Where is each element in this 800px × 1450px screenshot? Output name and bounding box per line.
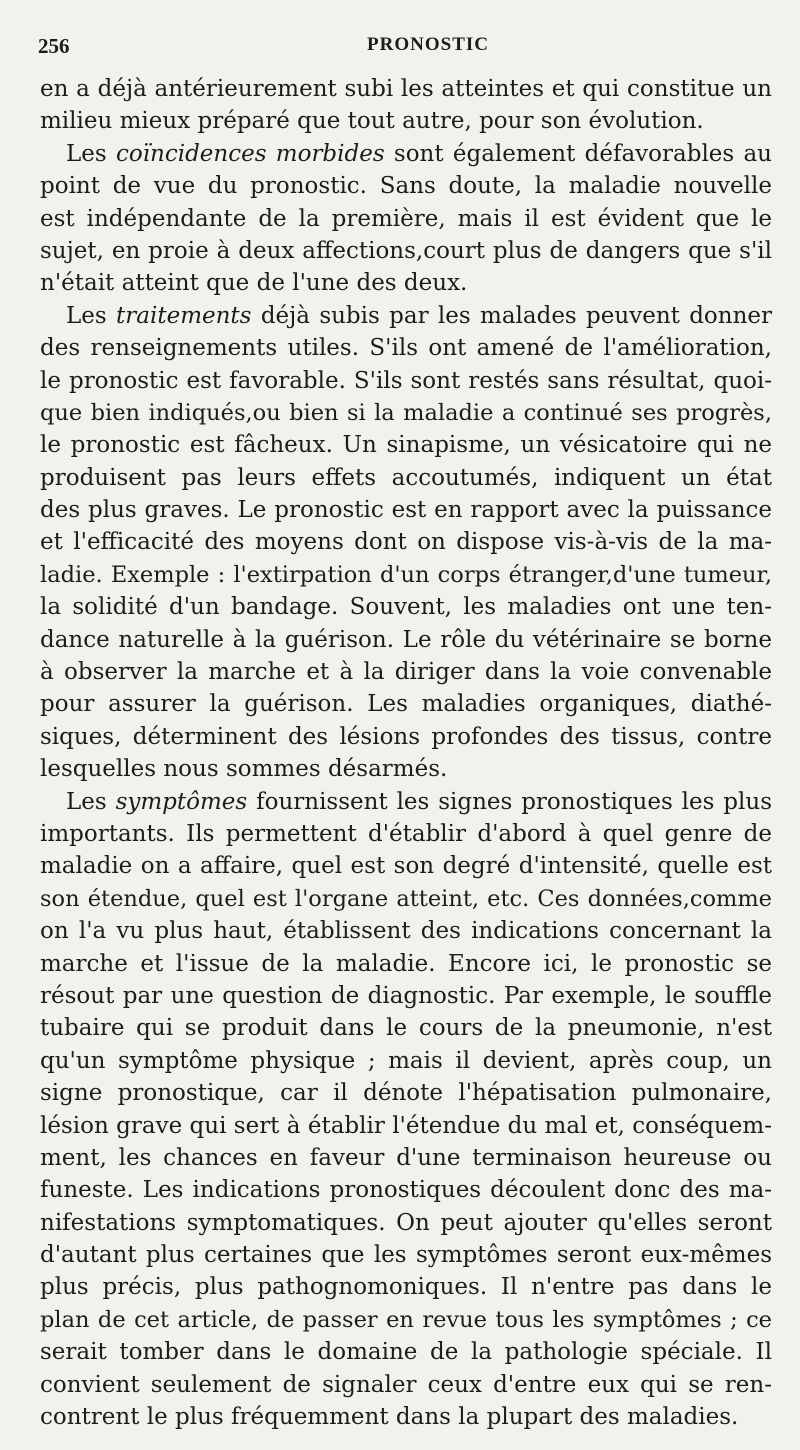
line-text: fournissent les signes pronostiques les plus bbox=[247, 788, 772, 815]
line-text: Les bbox=[66, 788, 116, 815]
text-line: plus précis, plus pathognomoniques. Il n'entre pas dans le bbox=[40, 1274, 772, 1301]
text-line: des renseignements utiles. S'ils ont amené de l'amélioration, bbox=[40, 335, 772, 362]
text-line: et l'efficacité des moyens dont on dispose vis-à-vis de la ma- bbox=[40, 529, 772, 556]
text-line: marche et l'issue de la maladie. Encore ici, le pronostic se bbox=[40, 950, 772, 977]
text-line: lésion grave qui sert à établir l'étendue du mal et, conséquem- bbox=[40, 1112, 772, 1139]
text-line: le pronostic est favorable. S'ils sont restés sans résultat, quoi- bbox=[40, 367, 772, 394]
text-line: contrent le plus fréquemment dans la plupart des maladies. bbox=[40, 1404, 739, 1431]
text-line: des plus graves. Le pronostic est en rapport avec la puissance bbox=[40, 497, 772, 524]
page-number: 256 bbox=[38, 34, 70, 58]
text-line: nifestations symptomatiques. On peut ajouter qu'elles seront bbox=[40, 1209, 772, 1236]
italic-term: symptômes bbox=[115, 788, 248, 815]
running-title: PRONOSTIC bbox=[367, 34, 489, 55]
text-line: sujet, en proie à deux affections,court plus de dangers que s'il bbox=[40, 237, 772, 264]
text-line: point de vue du pronostic. Sans doute, la maladie nouvelle bbox=[40, 173, 772, 200]
text-line: lesquelles nous sommes désarmés. bbox=[40, 756, 448, 783]
text-line: est indépendante de la première, mais il est évident que le bbox=[40, 205, 772, 232]
text-line: qu'un symptôme physique ; mais il devient, après coup, un bbox=[40, 1047, 772, 1074]
text-line bbox=[40, 300, 772, 332]
text-line: n'était atteint que de l'une des deux. bbox=[40, 270, 468, 297]
line-text: Les bbox=[66, 140, 116, 167]
text-line: dance naturelle à la guérison. Le rôle du vétérinaire se borne bbox=[40, 626, 772, 653]
text-line: plan de cet article, de passer en revue tous les symptômes ; ce bbox=[40, 1306, 772, 1333]
text-line: en a déjà antérieurement subi les atteintes et qui constitue un bbox=[40, 76, 772, 102]
text-line: maladie on a affaire, quel est son degré d'intensité, quelle est bbox=[40, 853, 772, 880]
text-line: ment, les chances en faveur d'une terminaison heureuse ou bbox=[40, 1144, 772, 1171]
text-line bbox=[40, 138, 772, 170]
text-line: pour assurer la guérison. Les maladies organiques, diathé- bbox=[40, 691, 772, 718]
text-line: funeste. Les indications pronostiques découlent donc des ma- bbox=[40, 1177, 772, 1204]
text-line: le pronostic est fâcheux. Un sinapisme, un vésicatoire qui ne bbox=[40, 432, 772, 459]
page-header bbox=[38, 34, 778, 60]
text-line: convient seulement de signaler ceux d'entre eux qui se ren- bbox=[40, 1371, 772, 1398]
text-line: milieu mieux préparé que tout autre, pour son évolution. bbox=[40, 108, 704, 135]
line-text: Les bbox=[66, 302, 117, 329]
text-line: ladie. Exemple : l'extirpation d'un corps étranger,d'une tumeur, bbox=[40, 561, 772, 588]
text-line: que bien indiqués,ou bien si la maladie a continué ses progrès, bbox=[40, 399, 772, 426]
text-line: d'autant plus certaines que les symptômes seront eux-mêmes bbox=[40, 1242, 772, 1269]
text-line: tubaire qui se produit dans le cours de la pneumonie, n'est bbox=[40, 1015, 772, 1042]
line-text: déjà subis par les malades peuvent donner bbox=[251, 302, 773, 329]
text-line: importants. Ils permettent d'établir d'abord à quel genre de bbox=[40, 820, 772, 847]
italic-term: traitements bbox=[116, 302, 252, 329]
text-line: la solidité d'un bandage. Souvent, les maladies ont une ten- bbox=[40, 594, 772, 621]
text-line: serait tomber dans le domaine de la pathologie spéciale. Il bbox=[40, 1339, 772, 1366]
text-line: à observer la marche et à la diriger dans la voie convenable bbox=[40, 659, 772, 686]
italic-term: coïncidences morbides bbox=[115, 140, 385, 167]
text-line: produisent pas leurs effets accoutumés, indiquent un état bbox=[40, 464, 772, 491]
text-line: son étendue, quel est l'organe atteint, etc. Ces données,comme bbox=[40, 885, 772, 912]
line-text: sont également défavorables au bbox=[384, 140, 772, 167]
text-line: signe pronostique, car il dénote l'hépatisation pulmonaire, bbox=[40, 1080, 772, 1107]
body-text bbox=[40, 73, 772, 1433]
text-line bbox=[40, 786, 772, 818]
text-line: siques, déterminent des lésions profondes des tissus, contre bbox=[40, 723, 772, 750]
text-line: on l'a vu plus haut, établissent des indications concernant la bbox=[40, 918, 772, 945]
text-line: résout par une question de diagnostic. Par exemple, le souffle bbox=[40, 982, 772, 1009]
